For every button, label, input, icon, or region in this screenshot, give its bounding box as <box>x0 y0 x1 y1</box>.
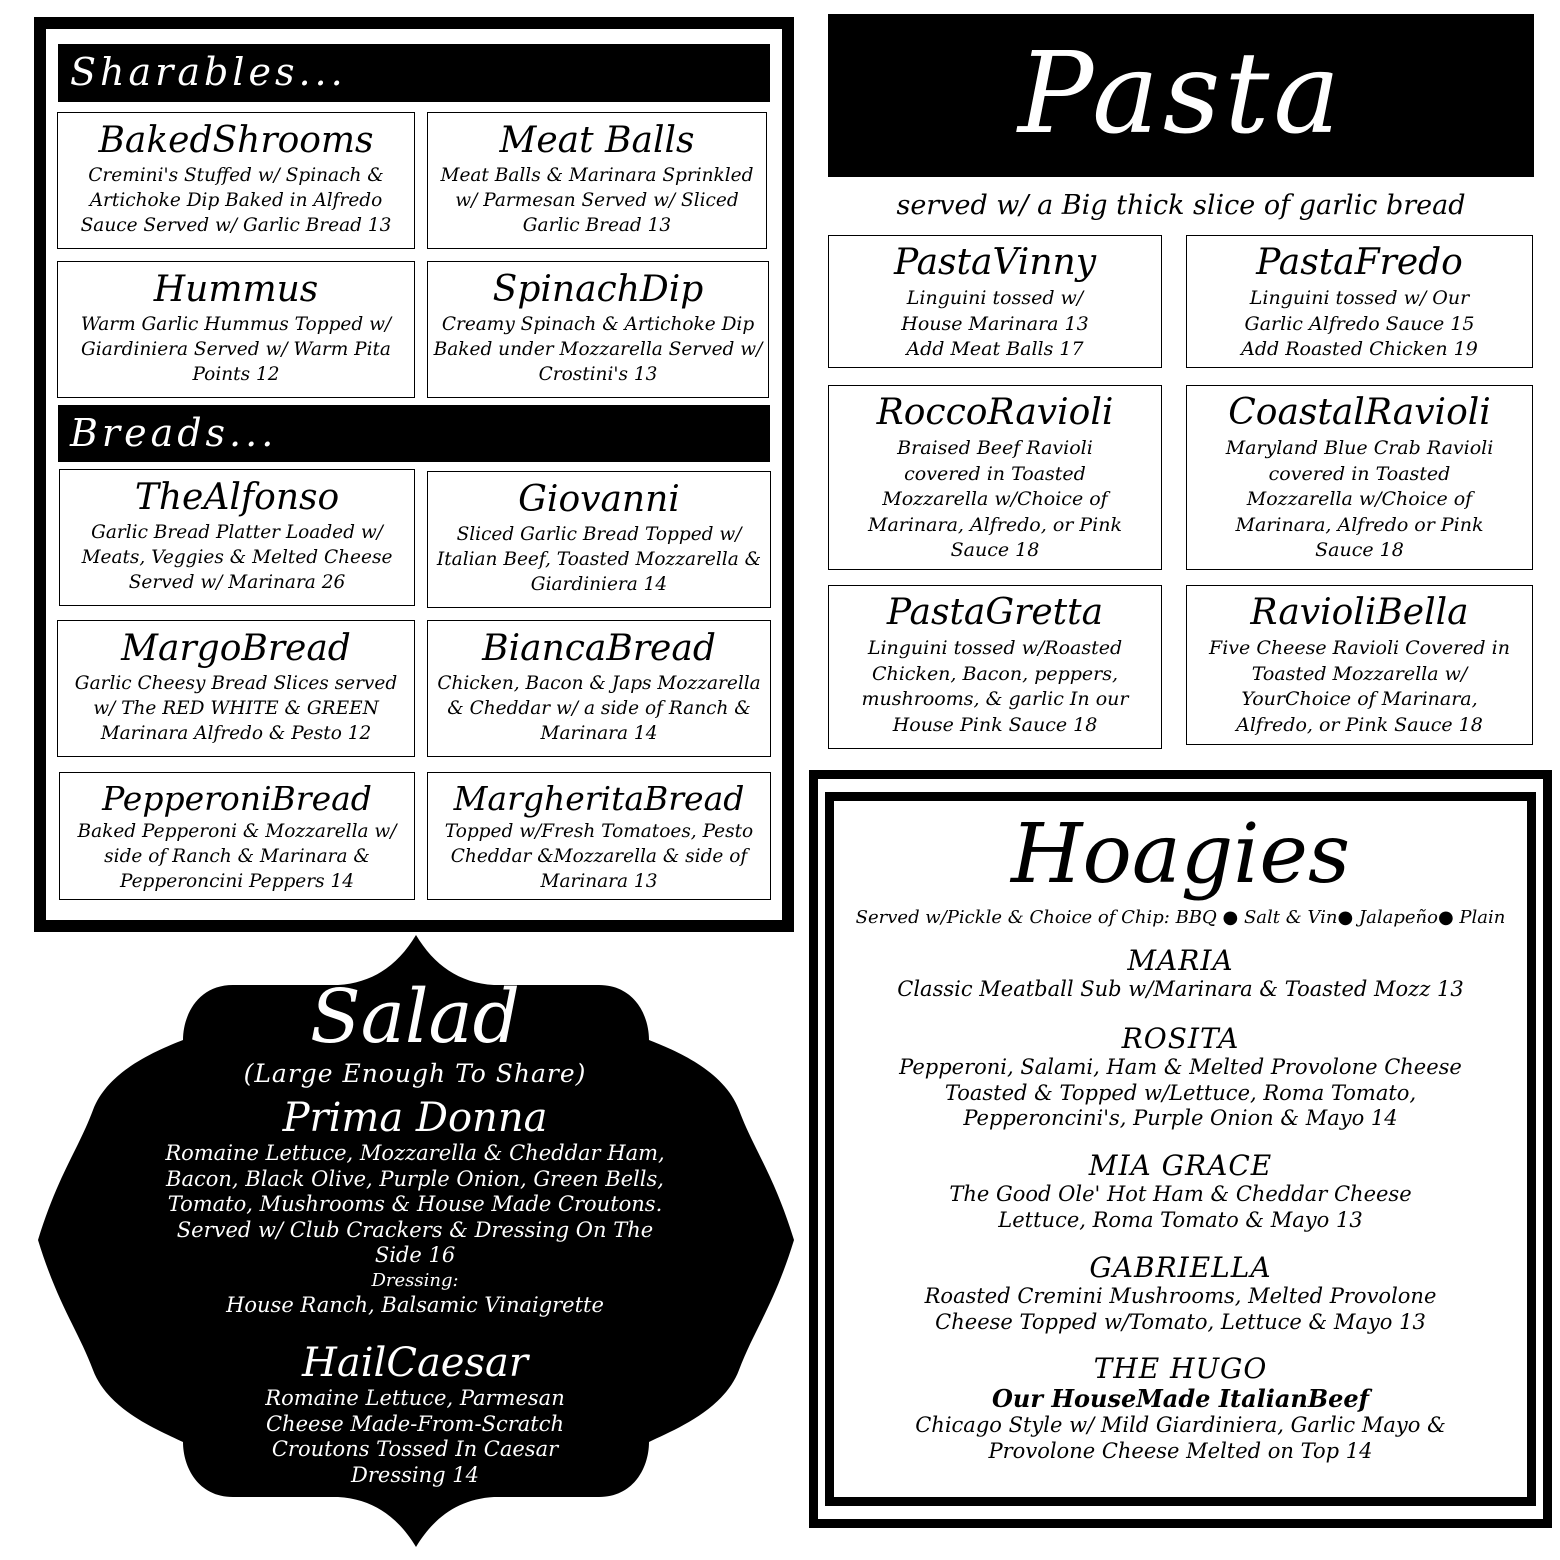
item-title: Meat Balls <box>499 120 695 161</box>
hoagie-description: The Good Ole' Hot Ham & Cheddar Cheese Lettuce, Roma Tomato & Mayo 13 <box>949 1182 1412 1232</box>
item-description: Linguini tossed w/Roasted Chicken, Bacon, peppers, mushrooms, & garlic In our House Pink Sauce 18 <box>861 637 1129 736</box>
menu-item-spinachdip <box>427 261 769 398</box>
item-title: MargheritaBread <box>453 779 745 818</box>
item-description: Maryland Blue Crab Ravioli covered in Toasted Mozzarella w/Choice of Marinara, Alfredo or Pink Sauce 18 <box>1225 437 1494 561</box>
item-description: Cremini's Stuffed w/ Spinach & Artichoke Dip Baked in Alfredo Sauce Served w/ Garlic Bread 13 <box>80 165 392 236</box>
pasta-subtitle: served w/ a Big thick slice of garlic bread <box>896 190 1466 221</box>
menu-item-coastalravioli <box>1186 385 1533 570</box>
item-description: Sliced Garlic Bread Topped w/ Italian Beef, Toasted Mozzarella & Giardiniera 14 <box>436 524 762 595</box>
salad-name: Prima Donna <box>282 1095 548 1141</box>
hoagie-rosita <box>825 1023 1536 1132</box>
hoagies-heading: Hoagies <box>1010 807 1351 902</box>
item-description: Meat Balls & Marinara Sprinkled w/ Parmesan Served w/ Sliced Garlic Bread 13 <box>440 165 754 236</box>
hoagie-name: ROSITA <box>1121 1022 1240 1055</box>
salad-content <box>130 975 700 1488</box>
dressing-options: House Ranch, Balsamic Vinaigrette <box>226 1292 604 1317</box>
menu-item-meatballs <box>427 112 767 249</box>
hoagie-gabriella <box>825 1252 1536 1335</box>
item-title: PastaVinny <box>893 242 1097 283</box>
menu-item-bakedshrooms <box>57 112 415 249</box>
sharables-heading: Sharables... <box>58 44 770 102</box>
menu-item-pepperonibread <box>59 772 415 900</box>
salad-description: Romaine Lettuce, Mozzarella & Cheddar Ham, Bacon, Black Olive, Purple Onion, Green Bells, Tomato, Mushrooms & House Made Croutons. Served w/ Club Crackers & Dressing On The Side 16 <box>165 1141 665 1267</box>
item-title: RavioliBella <box>1250 592 1469 633</box>
item-description: Linguini tossed w/ House Marinara 13 Add Meat Balls 17 <box>901 287 1089 360</box>
item-title: RoccoRavioli <box>876 392 1114 433</box>
menu-item-giovanni <box>427 471 771 608</box>
item-title: SpinachDip <box>492 269 704 310</box>
hoagie-name: MIA GRACE <box>1088 1149 1273 1182</box>
item-description: Chicken, Bacon & Japs Mozzarella & Cheddar w/ a side of Ranch & Marinara 14 <box>437 673 761 744</box>
hoagie-description: Pepperoni, Salami, Ham & Melted Provolone Cheese Toasted & Topped w/Lettuce, Roma Tomato, Pepperoncini's, Purple Onion & Mayo 14 <box>899 1055 1462 1130</box>
item-title: PastaFredo <box>1256 242 1463 283</box>
item-title: MargoBread <box>121 628 351 669</box>
item-description: Warm Garlic Hummus Topped w/ Giardiniera Served w/ Warm Pita Points 12 <box>80 314 392 385</box>
salad-name: HailCaesar <box>302 1340 528 1386</box>
hoagie-maria <box>825 945 1536 1003</box>
item-description: Baked Pepperoni & Mozzarella w/ side of Ranch & Marinara & Pepperoncini Peppers 14 <box>77 821 397 892</box>
salad-subtitle: (Large Enough To Share) <box>243 1059 587 1088</box>
item-description: Garlic Cheesy Bread Slices served w/ The RED WHITE & GREEN Marinara Alfredo & Pesto 12 <box>74 673 398 744</box>
menu-item-roccoravioli <box>828 385 1162 570</box>
item-description: Topped w/Fresh Tomatoes, Pesto Cheddar &Mozzarella & side of Marinara 13 <box>444 821 754 892</box>
item-description: Linguini tossed w/ Our Garlic Alfredo Sauce 15 Add Roasted Chicken 19 <box>1241 287 1478 360</box>
hoagie-description: Roasted Cremini Mushrooms, Melted Provolone Cheese Topped w/Tomato, Lettuce & Mayo 13 <box>924 1284 1437 1334</box>
breads-heading: Breads... <box>58 405 770 462</box>
menu-item-hummus <box>57 261 415 398</box>
dressing-label: Dressing: <box>371 1269 459 1291</box>
item-description: Braised Beef Ravioli covered in Toasted Mozzarella w/Choice of Marinara, Alfredo, or Pink Sauce 18 <box>867 437 1122 561</box>
salad-heading: Salad <box>310 974 520 1060</box>
salad-description: Romaine Lettuce, Parmesan Cheese Made-From-Scratch Croutons Tossed In Caesar Dressing 14 <box>265 1386 565 1487</box>
item-title: Giovanni <box>518 479 680 520</box>
item-title: PastaGretta <box>886 592 1104 633</box>
item-title: TheAlfonso <box>134 477 340 518</box>
menu-item-pastafredo <box>1186 235 1533 368</box>
menu-item-biancabread <box>427 620 771 757</box>
menu-item-pastagretta <box>828 585 1162 749</box>
item-title: CoastalRavioli <box>1228 392 1491 433</box>
hoagie-the-hugo <box>825 1353 1536 1464</box>
item-description: Five Cheese Ravioli Covered in Toasted Mozzarella w/ YourChoice of Marinara, Alfredo, or Pink Sauce 18 <box>1209 637 1510 736</box>
menu-item-pastavinny <box>828 235 1162 368</box>
menu-item-margobread <box>57 620 415 757</box>
hoagie-subtitle: Our HouseMade ItalianBeef <box>991 1384 1370 1413</box>
pasta-heading: Pasta <box>828 14 1534 177</box>
menu-item-thealfonso <box>59 469 415 606</box>
item-title: BakedShrooms <box>98 120 374 161</box>
menu-item-margheritabread <box>427 772 771 900</box>
hoagie-description: Chicago Style w/ Mild Giardiniera, Garlic Mayo & Provolone Cheese Melted on Top 14 <box>915 1413 1446 1463</box>
hoagie-mia-grace <box>825 1150 1536 1233</box>
hoagies-note: Served w/Pickle & Choice of Chip: BBQ ● Salt & Vin● Jalapeño● Plain <box>855 907 1506 928</box>
hoagie-description: Classic Meatball Sub w/Marinara & Toasted Mozz 13 <box>897 977 1464 1001</box>
item-description: Creamy Spinach & Artichoke Dip Baked under Mozzarella Served w/ Crostini's 13 <box>433 314 763 385</box>
hoagie-name: THE HUGO <box>1093 1352 1268 1385</box>
hoagie-name: GABRIELLA <box>1089 1251 1272 1284</box>
item-description: Garlic Bread Platter Loaded w/ Meats, Veggies & Melted Cheese Served w/ Marinara 26 <box>81 522 393 593</box>
item-title: BiancaBread <box>482 628 716 669</box>
menu-item-raviolibella <box>1186 585 1533 745</box>
item-title: Hummus <box>153 269 319 310</box>
hoagie-name: MARIA <box>1127 944 1234 977</box>
item-title: PepperoniBread <box>102 779 372 818</box>
